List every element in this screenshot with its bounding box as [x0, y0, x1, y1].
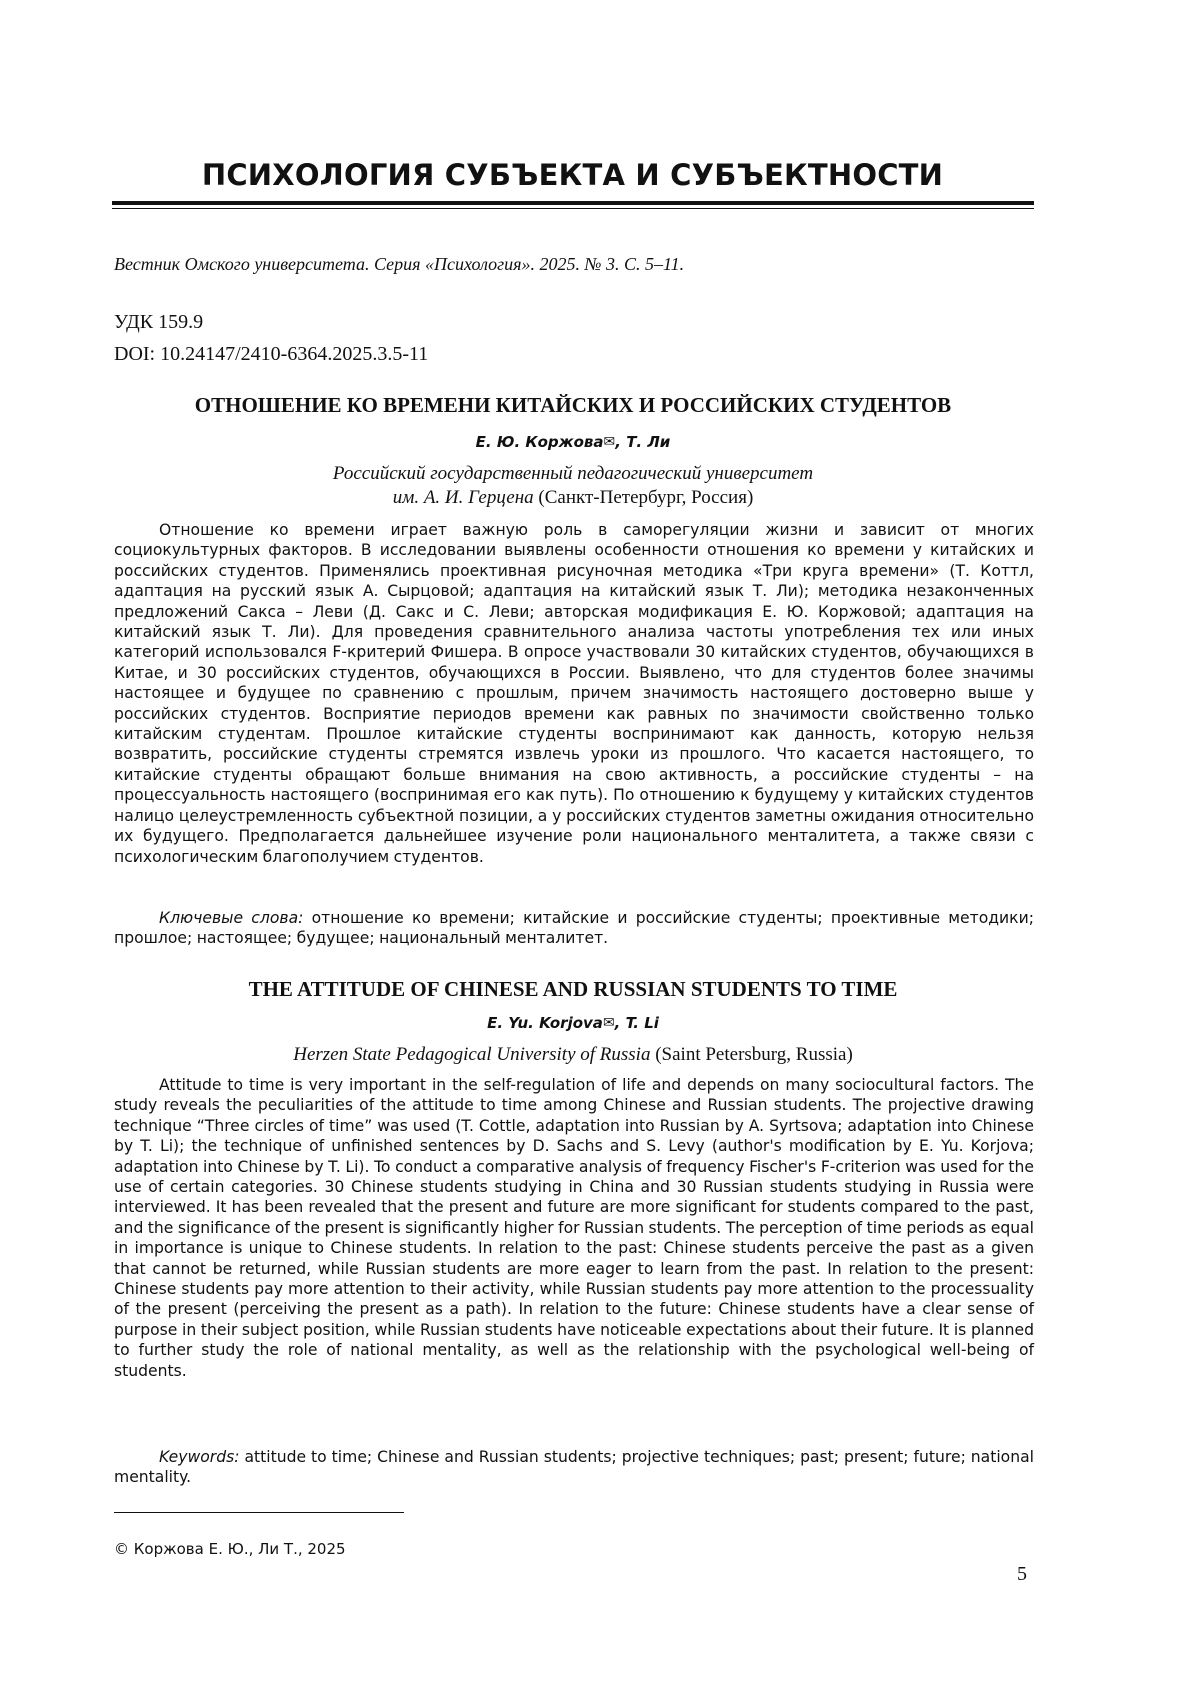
abstract-ru: Отношение ко времени играет важную роль в саморегуляции жизни и зависит от многих социокультурных факторов. В исследовании выявлены особенности отношения ко времени у китайских и российских студентов. Применялись проективная рисуночная методика «Три круга времени» (Т. Коттл, адаптация на русский язык А. Сырцовой; адаптация на китайский язык Т. Ли); методика незаконченных предложений Сакса – Леви (Д. Сакс и С. Леви; авторская модификация Е. Ю. Коржовой; адаптация на китайский язык Т. Ли). Для проведения сравнительного анализа частоты употребления тех или иных категорий использовался F-критерий Фишера. В опросе участвовали 30 китайских студентов, обучающихся в Китае, и 30 российских студентов, обучающихся в России. Выявлено, что для студентов более значимы настоящее и будущее по сравнению с прошлым, причем значимость настоящего достоверно выше у российских студентов. Восприятие периодов времени как равных по значимости свойственно только китайским студентам. Прошлое китайские студенты воспринимают как данность, которую нельзя возвратить, российские студенты стремятся извлечь уроки из прошлого. Что касается настоящего, то китайские студенты обращают больше внимания на свою активность, а российские студенты – на процессуальность настоящего (воспринимая его как путь). По отношению к будущему у китайских студентов налицо целеустремленность субъектной позиции, а у российских студентов заметны ожидания относительно их будущего. Предполагается дальнейшее изучение роли национального менталитета, а также связи с психологическим благополучием студентов.	[114, 521, 1034, 866]
affiliation-ru-line2	[112, 486, 1034, 510]
author-1-en: E. Yu. Korjova	[487, 1014, 603, 1032]
authors-ru	[112, 433, 1034, 451]
keywords-list-en: attitude to time; Chinese and Russian students; projective techniques; past; present; future; national mentality.	[114, 1448, 1034, 1487]
article-title-en: THE ATTITUDE OF CHINESE AND RUSSIAN STUDENTS TO TIME	[248, 977, 898, 1001]
journal-citation: Вестник Омского университета. Серия «Психология». 2025. № 3. С. 5–11.	[114, 254, 685, 274]
copyright-notice: © Коржова Е. Ю., Ли Т., 2025	[114, 1540, 346, 1558]
affiliation-en-name: Herzen State Pedagogical University of Russia	[293, 1044, 651, 1065]
affiliation-ru	[112, 462, 1034, 510]
affiliation-ru-line1: Российский государственный педагогический университет	[332, 463, 814, 484]
header-rule-thin	[112, 208, 1034, 209]
page-number: 5	[1017, 1563, 1027, 1585]
article-title-ru: ОТНОШЕНИЕ КО ВРЕМЕНИ КИТАЙСКИХ И РОССИЙСКИХ СТУДЕНТОВ	[194, 393, 952, 417]
affiliation-ru-location: (Санкт-Петербург, Россия)	[533, 487, 754, 508]
header-rule-thick	[112, 201, 1034, 205]
footnote-rule	[114, 1512, 404, 1513]
mail-icon: ✉	[602, 1015, 615, 1031]
mail-icon: ✉	[603, 434, 616, 450]
keywords-list-ru: отношение ко времени; китайские и российские студенты; проективные методики; прошлое; настоящее; будущее; национальный менталитет.	[114, 909, 1034, 948]
abstract-en: Attitude to time is very important in the self-regulation of life and depends on many sociocultural factors. The study reveals the peculiarities of the attitude to time among Chinese and Russian students. The projective drawing technique “Three circles of time” was used (T. Cottle, adaptation into Russian by A. Syrtsova; adaptation into Chinese by T. Li); the technique of unfinished sentences by D. Sachs and S. Levy (author's modification by E. Yu. Korjova; adaptation into Chinese by T. Li). To conduct a comparative analysis of frequency Fischer's F-criterion was used for the use of certain categories. 30 Chinese students studying in China and 30 Russian students studying in Russia were interviewed. It has been revealed that the present and future are more significant for students compared to the past, and the significance of the present is significantly higher for Russian students. The perception of time periods as equal in importance is unique to Chinese students. In relation to the past: Chinese students perceive the past as a given that cannot be returned, while Russian students are more eager to learn from the past. In relation to the present: Chinese students pay more attention to their activity, while Russian students pay more attention to the processuality of the present (perceiving the present as a path). In relation to the future: Chinese students have a clear sense of purpose in their subject position, while Russian students have noticeable expectations about their future. It is planned to further study the role of national mentality, as well as the relationship with the psychological well-being of students.	[114, 1076, 1034, 1380]
udk-code: УДК 159.9	[114, 311, 204, 333]
section-header: ПСИХОЛОГИЯ СУБЪЕКТА И СУБЪЕКТНОСТИ	[201, 158, 944, 192]
author-separator-ru: ,	[615, 433, 627, 451]
keywords-en	[114, 1447, 1034, 1488]
affiliation-ru-name: им. А. И. Герцена	[392, 487, 534, 508]
doi: DOI: 10.24147/2410-6364.2025.3.5-11	[114, 343, 429, 365]
keywords-ru	[114, 908, 1034, 949]
affiliation-en-location: (Saint Petersburg, Russia)	[650, 1044, 853, 1065]
authors-en	[112, 1014, 1034, 1032]
author-2-ru: Т. Ли	[626, 433, 671, 451]
author-2-en: T. Li	[625, 1014, 659, 1032]
author-separator-en: ,	[614, 1014, 626, 1032]
author-1-ru: Е. Ю. Коржова	[475, 433, 604, 451]
keywords-label-en: Keywords:	[159, 1448, 240, 1466]
affiliation-en	[112, 1043, 1034, 1067]
keywords-label-ru: Ключевые слова:	[159, 909, 304, 927]
